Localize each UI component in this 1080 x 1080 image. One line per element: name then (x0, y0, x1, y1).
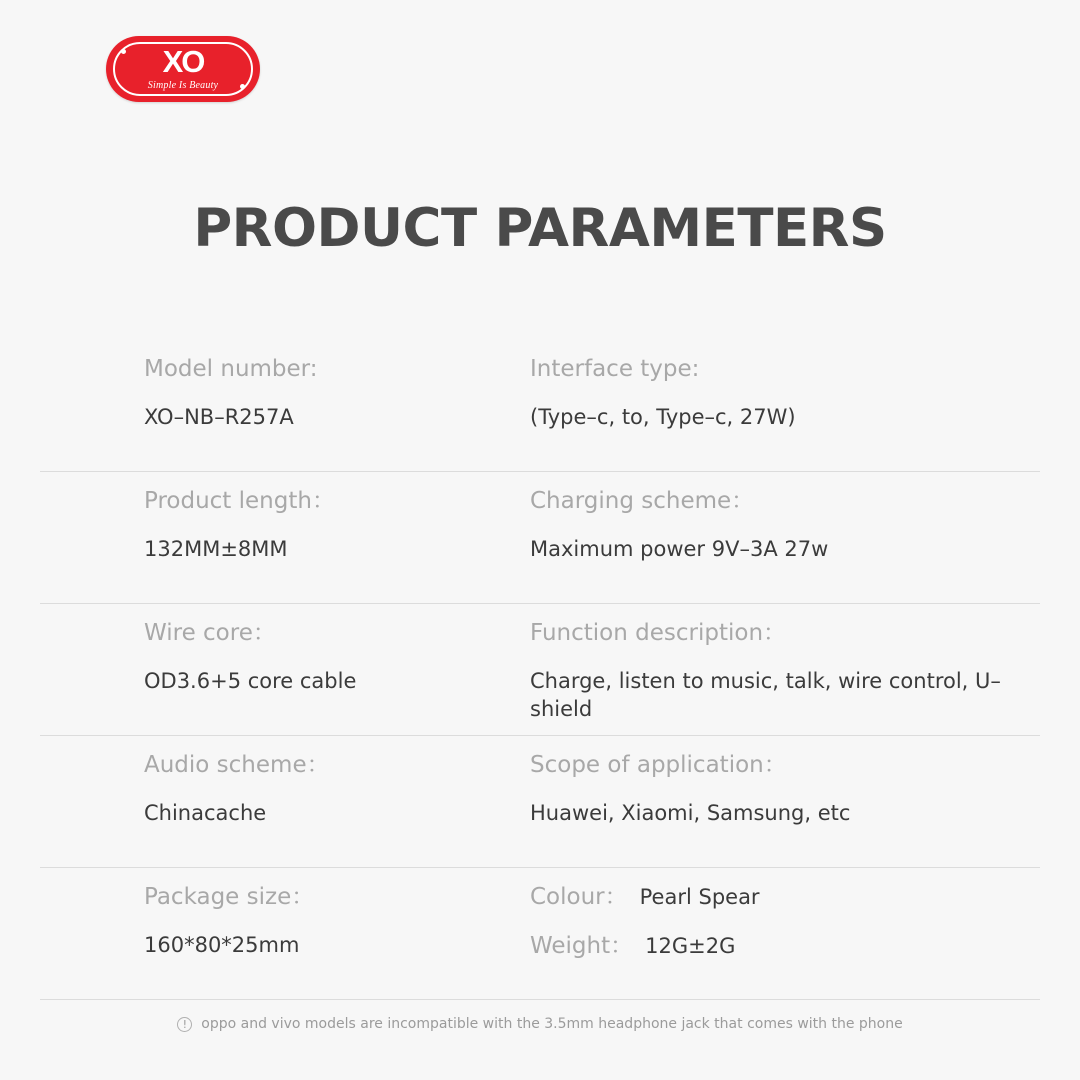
spec-value: Pearl Spear (639, 885, 760, 909)
spec-label: Audio scheme： (144, 752, 330, 778)
spec-cell (453, 340, 1040, 471)
page-title: PRODUCT PARAMETERS (193, 198, 887, 259)
spec-cell (453, 868, 1040, 999)
spec-value: 12G±2G (645, 934, 736, 958)
spec-value: Charge, listen to music, talk, wire control, U–shield (530, 669, 1001, 721)
spec-cell (40, 604, 453, 735)
info-icon: ! (177, 1017, 192, 1032)
logo-wordmark: XO (162, 44, 204, 79)
spec-cell (40, 736, 453, 867)
spec-cell (453, 604, 1040, 735)
spec-label: Package size： (144, 884, 315, 910)
table-row (40, 472, 1040, 604)
spec-value: 132MM±8MM (144, 537, 288, 561)
spec-label: Wire core： (144, 620, 276, 646)
spec-cell (453, 736, 1040, 867)
spec-label: Weight： (530, 933, 634, 959)
weight-line (530, 931, 1040, 961)
spec-cell (40, 868, 453, 999)
footnote (0, 1016, 1080, 1032)
spec-label: Colour： (530, 884, 628, 910)
spec-cell (40, 340, 453, 471)
brand-logo (106, 36, 260, 102)
spec-value: XO–NB–R257A (144, 405, 294, 429)
spec-label: Interface type: (530, 356, 700, 382)
spec-value: Maximum power 9V–3A 27w (530, 537, 829, 561)
colour-line (530, 882, 1040, 912)
spec-label: Model number: (144, 356, 318, 382)
logo-badge (106, 36, 260, 102)
logo-tagline: Simple Is Beauty (147, 80, 219, 91)
spec-table (40, 340, 1040, 1000)
spec-value: OD3.6+5 core cable (144, 669, 357, 693)
spec-value: Chinacache (144, 801, 267, 825)
spec-value: (Type–c, to, Type–c, 27W) (530, 405, 796, 429)
spec-label: Function description： (530, 620, 787, 646)
spec-label: Scope of application： (530, 752, 787, 778)
spec-value: Huawei, Xiaomi, Samsung, etc (530, 801, 851, 825)
footnote-text: oppo and vivo models are incompatible with the 3.5mm headphone jack that comes with the phone (201, 1016, 903, 1032)
spec-cell (40, 472, 453, 603)
spec-label: Charging scheme： (530, 488, 755, 514)
spec-label: Product length： (144, 488, 335, 514)
table-row (40, 868, 1040, 1000)
spec-cell (453, 472, 1040, 603)
table-row (40, 604, 1040, 736)
table-row (40, 340, 1040, 472)
spec-value: 160*80*25mm (144, 933, 300, 957)
table-row (40, 736, 1040, 868)
